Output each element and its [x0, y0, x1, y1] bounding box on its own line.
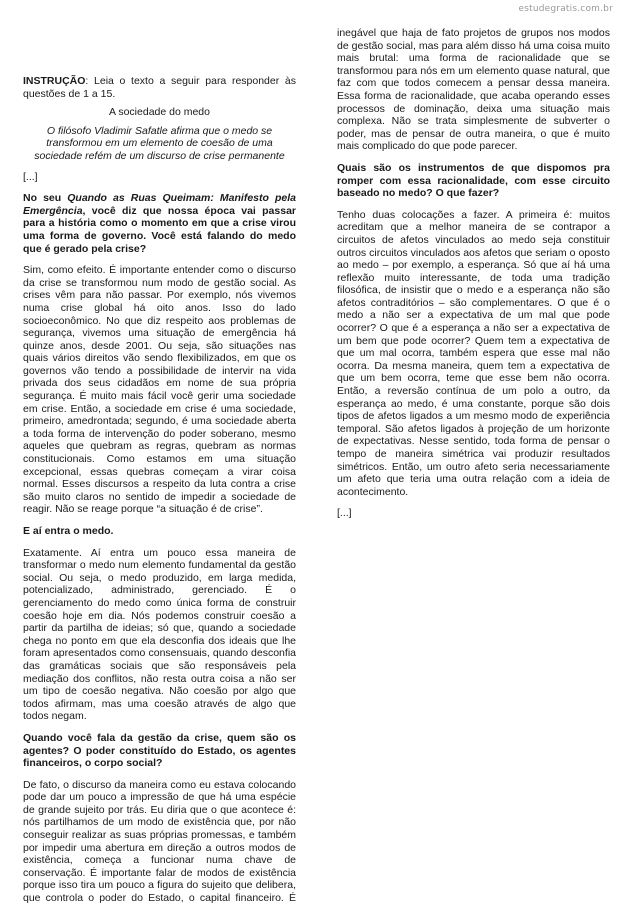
ellipsis-start: [...] [23, 170, 38, 183]
instruction-text: : Leia o texto a seguir para responder às questões de 1 a 15. [23, 75, 296, 100]
text-column-left [23, 75, 296, 905]
article-title: A sociedade do medo [109, 106, 210, 119]
answer-1: Sim, como efeito. É importante entender como o discurso da crise se transformou num modo de gestão social. As crises vêm para não passar. Por exemplo, nós vivemos numa crise global há oito anos. Isso do lado socioeconômico. No que diz respeito aos problemas de segurança, vivemos uma situação de emergência há quinze anos, desde 2001. Ou seja, são situações nas quais vários direitos vão sendo flexibilizados, em que os governos vão tendo a possibilidade de intervir na vida privada dos seus cidadãos em nome de sua própria segurança. É muito mais fácil você gerir uma sociedade em crise. Então, a sociedade em crise é uma sociedade, primeiro, amedrontada; segundo, é uma sociedade aberta a toda forma de intervenção do poder soberano, mesmo aqueles que quebram as regras, quebram as normas constitucionais. Como estamos em uma situação excepcional, essas quebras começam a virar coisa normal. Esses discursos a respeito da luta contra a crise são muito claros no sentido de impedir a sociedade de reagir. Não se reage porque “a situação é de crise”. [23, 264, 296, 516]
article-subtitle: O filósofo Vladimir Safatle afirma que o medo se transformou em um elemento de coesão de uma sociedade refém de um discurso de crise permanente [34, 124, 285, 162]
answer-3: De fato, o discurso da maneira como eu estava colocando pode dar um pouco a impressão de que há uma espécie de grande sujeito por trás. Eu diria que o que acontece é: nós partilhamos de um modo de existência que, por não conseguir realizar as suas próprias promessas, e também por impedir uma abertura em direção a outros modos de existência, começa a funcionar numa chave de conservação. É importante falar de modos de existência porque isso tira um pouco a figura do sujeito que delibera, que controla o poder do Estado, o capital financeiro. É [23, 778, 296, 905]
ellipsis-end: [...] [337, 507, 352, 520]
question-3: Quando você fala da gestão da crise, quem são os agentes? O poder constituído do Estado, os agentes financeiros, o corpo social? [23, 731, 296, 770]
instruction [23, 75, 296, 100]
answer-3-continued: inegável que haja de fato projetos de grupos nos modos de gestão social, mas para além disso há uma coisa muito mais brutal: uma forma de racionalidade que se transformou para nós em um elemento quase natural, que faz com que todos comecem a pensar dessa maneira. Essa forma de racionalidade, que acaba operando esses processos de dominação, deixa uma situação mais complexa. Não se trata simplesmente de subverter o poder, mas de pensar de outra maneira, o que é muito mais complicado do que pode parecer. [337, 27, 610, 153]
answer-4: Tenho duas colocações a fazer. A primeira é: muitos acreditam que a melhor maneira de se contrapor a circuitos de afetos vinculados ao medo seja constituir outros circuitos vinculados aos afetos que seriam o oposto ao medo – por exemplo, a esperança. Só que aí há uma reflexão muito interessante, de toda uma tradição filosófica, de insistir que o medo e a esperança não são afetos contraditórios – são complementares. O que é o medo a não ser a expectativa de um mal que pode ocorrer? O que é a esperança a não ser a expectativa de um bem que pode ocorrer? Quem tem a expectativa de que um mal ocorra, também espera que esse mal não ocorra. Da mesma maneira, quem tem a expectativa de que um bem ocorra, teme que esse bem não ocorra. Então, a reversão contínua de um polo a outro, da esperança ao medo, é uma constante, porque são dois tipos de afetos ligados a um mesmo modo de experiência temporal. São afetos ligados à projeção de um horizonte de expectativas. Nesse sentido, toda forma de pensar o tempo de maneira simétrica vai produzir resultados simétricos. Então, um outro afeto seria necessariamente um afeto que teria uma outra relação com a ideia de acontecimento. [337, 208, 610, 498]
site-watermark: estudegratis.com.br [518, 4, 613, 14]
question-4: Quais são os instrumentos de que dispomos pra romper com essa racionalidade, com esse circuito baseado no medo? O que fazer? [337, 161, 610, 200]
question-1-before: No seu [23, 192, 68, 205]
text-column-right [337, 27, 610, 529]
instruction-label: INSTRUÇÃO [23, 75, 86, 87]
question-1 [23, 192, 296, 255]
answer-2: Exatamente. Aí entra um pouco essa maneira de transformar o medo num elemento fundamental da gestão social. Ou seja, o medo produzido, em larga medida, potencializado, administrado, gerenciado. É o gerenciamento do medo como única forma de construir coesão hoje em dia. Nós podemos construir coesão a partir da partilha de ideias; só que, quando a sociedade chega no ponto em que ela desconfia dos ideais que lhe foram apresentados como consensuais, quando desconfia das gramáticas sociais que são responsáveis pela mediação dos conflitos, não resta outra coisa a não ser um tipo de coesão negativa. Não coesão por algo que todos afirmam, mas uma coesão através de algo que todos negam. [23, 546, 296, 723]
question-2: E aí entra o medo. [23, 525, 114, 537]
question-1-after: , você diz que nossa época vai passar para a história como o momento em que a crise virou uma forma de governo. Você está falando do medo que é gerado pela crise? [23, 204, 296, 255]
book-title: Quando as Ruas Queimam: Manifesto pela Emergência [23, 192, 296, 217]
